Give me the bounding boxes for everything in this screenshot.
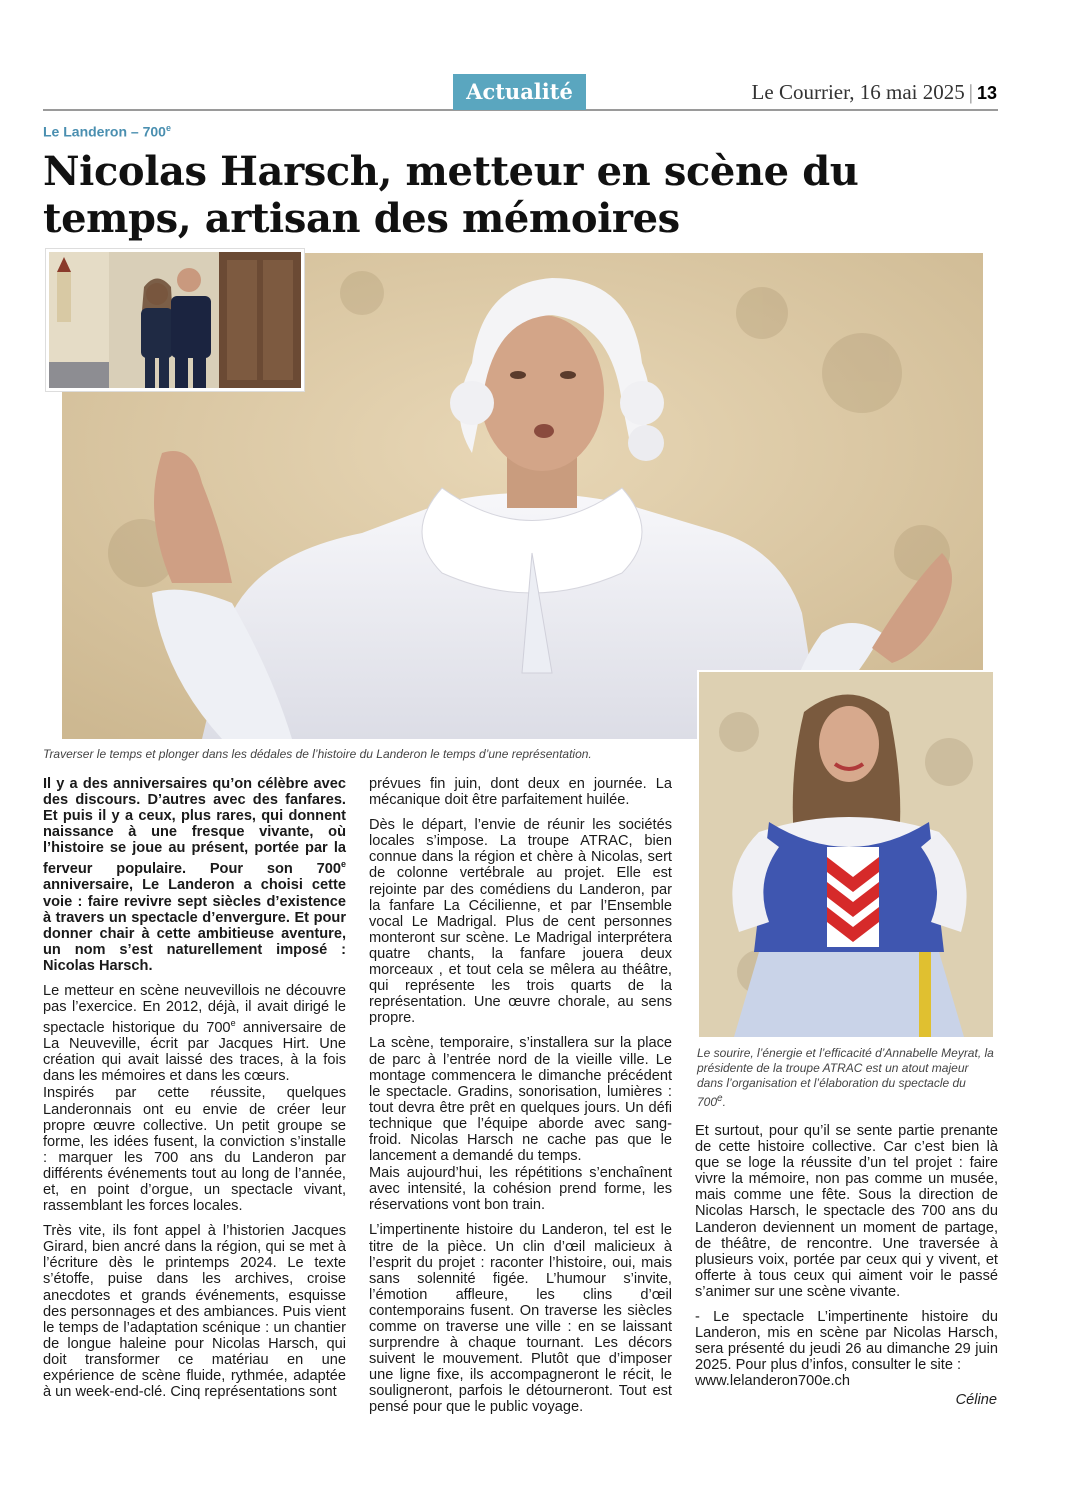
kicker: [43, 123, 171, 140]
masthead-separator: |: [968, 80, 973, 104]
main-photo-caption: Traverser le temps et plonger dans les dédales de l’histoire du Landeron le temps d’une représentation.: [43, 747, 592, 761]
side-photo: [697, 670, 995, 1039]
side-photo-caption: [697, 1046, 997, 1110]
lede-text: Il y a des anniversaires qu’on célèbre avec des discours. D’autres avec des fanfares. Et puis il y a ceux, plus rares, qui donnent naissance à une fresque vivante, où l’histoire se joue au présent, portée par la ferveur populaire. Pour son 700: [43, 776, 346, 878]
article-column-3: [695, 1123, 998, 1399]
section-tab: Actualité: [453, 74, 586, 110]
body-paragraph: Inspirés par cette réussite, quelques Landeronnais ont eu envie de créer leur propre œuvre collective. Un petit groupe se forme, les idées fusent, la conviction s’installe : marquer les 700 ans du Landeron par différents événements tout au long de l’année, et, en point d’orgue, un spectacle vivant, rassemblant les forces locales.: [43, 1085, 346, 1215]
p1-text-end: anniversaire de La Neuveville, écrit par Jacques Hirt. Une création qui avait laissé des traces, à la fois dans les mémoires et dans les cœurs.: [43, 1020, 346, 1085]
page-number: 13: [976, 83, 997, 103]
inset-photo: [46, 249, 304, 391]
author-signature: Céline: [955, 1392, 997, 1408]
kicker-sup: e: [165, 123, 171, 133]
p1-text: Le metteur en scène neuvevillois ne découvre pas l’exercice. En 2012, déjà, il avait dirigé le spectacle historique du 700: [43, 982, 346, 1037]
lede-paragraph: [43, 776, 346, 974]
body-paragraph: L’impertinente histoire du Landeron, tel est le titre de la pièce. Un clin d’œil malicieux à l’esprit du projet : raconter l’histoire, oui, mais sans solennité figée. L’humour s’invite, l’émotion affleure, les clins d’œil contemporains fusent. On traverse les siècles comme on traverse une ville : en se laissant surprendre à chaque tournant. Les décors suivent le mouvement. Plutôt que d’imposer une ligne fixe, ils accompagneront le récit, le souligneront, parfois le détourneront. Tout est pensé pour que le public voyage.: [369, 1222, 672, 1416]
website-link[interactable]: www.lelanderon700e.ch: [695, 1373, 850, 1390]
body-paragraph: prévues fin juin, dont deux en journée. La mécanique doit être parfaitement huilée.: [369, 776, 672, 809]
side-caption-end: .: [722, 1095, 726, 1109]
body-paragraph: [43, 983, 346, 1084]
side-caption-sup: e: [717, 1093, 723, 1104]
body-paragraph: Dès le départ, l’envie de réunir les sociétés locales s’impose. La troupe ATRAC, bien connue dans la région et chère à Nicolas, sert de colonne vertébrale au projet. Elle est rejointe par des comédiens du Landeron, par la fanfare La Cécilienne, et par l’Ensemble vocal Le Madrigal. Plus de cent personnes monteront sur scène. Le Madrigal interprétera quatre chants, la fanfare jouera deux morceaux , et tout cela se mêlera au théâtre, qui représente les trois quarts de la représentation. Une œuvre chorale, au sens propre.: [369, 817, 672, 1027]
lede-sup: e: [340, 859, 346, 870]
headline: Nicolas Harsch, metteur en scène du temps, artisan des mémoires: [43, 148, 859, 242]
info-paragraph: [695, 1309, 998, 1389]
article-column-1: [43, 776, 346, 1409]
lede-text-end: anniversaire, Le Landeron a choisi cette voie : faire revivre sept siècles d’existence à travers un spectacle d’envergure. Et pour donner chair à cette ambitieuse aventure, un nom s’est naturellement imposé : Nicolas Harsch.: [43, 877, 346, 974]
body-paragraph: La scène, temporaire, s’installera sur la place de parc à l’entrée nord de la vieille ville. Le montage commencera le dimanche précédent le spectacle. Gradins, sonorisation, lumières : tout devra être prêt en quelques jours. Un défi technique que l’équipe aborde avec sang-froid. Nicolas Harsch ne cache pas que le lancement a demandé du temps.: [369, 1035, 672, 1165]
body-paragraph: Mais aujourd’hui, les répétitions s’enchaînent avec intensité, la cohésion prend forme, les réservations vont bon train.: [369, 1165, 672, 1214]
side-caption-text: Le sourire, l’énergie et l’efficacité d’Annabelle Meyrat, la présidente de la troupe ATRAC est un atout majeur dans l’organisation et l’élaboration du spectacle du 700: [697, 1046, 994, 1109]
body-paragraph: Très vite, ils font appel à l’historien Jacques Girard, bien ancré dans la région, qui se met à l’écriture dès le printemps 2024. Le texte s’étoffe, puise dans les archives, croise anecdotes et grands événements, esquisse des personnages et des ambiances. Puis vient le temps de l’adaptation scénique : un chantier de longue haleine pour Nicolas Harsch, qui doit transformer ce matériau en une expérience de scène fluide, rythmée, adaptée à un week-end-clé. Cinq représentations sont: [43, 1223, 346, 1401]
kicker-text: Le Landeron – 700: [43, 123, 166, 140]
article-column-2: [369, 776, 672, 1425]
publication-date: Le Courrier, 16 mai 2025: [751, 80, 965, 104]
p1-sup: e: [230, 1018, 236, 1029]
info-text: - Le spectacle L’impertinente histoire du Landeron, mis en scène par Nicolas Harsch, sera présenté du jeudi 26 au dimanche 29 juin 2025. Pour plus d’infos, consulter le site :: [695, 1309, 998, 1374]
body-paragraph: Et surtout, pour qu’il se sente partie prenante de cette histoire collective. Car c’est bien là que se loge la réussite d’un tel projet : faire vivre la mémoire, non pas comme un musée, mais comme une fête. Sous la direction de Nicolas Harsch, le spectacle des 700 ans du Landeron deviennent un moment de partage, de théâtre, de rencontre. Une traversée à plusieurs voix, portée par ceux qui y vivent, et offerte à tous ceux qui aiment voir le passé s’animer sur une scène vivante.: [695, 1123, 998, 1300]
masthead: [752, 80, 997, 105]
